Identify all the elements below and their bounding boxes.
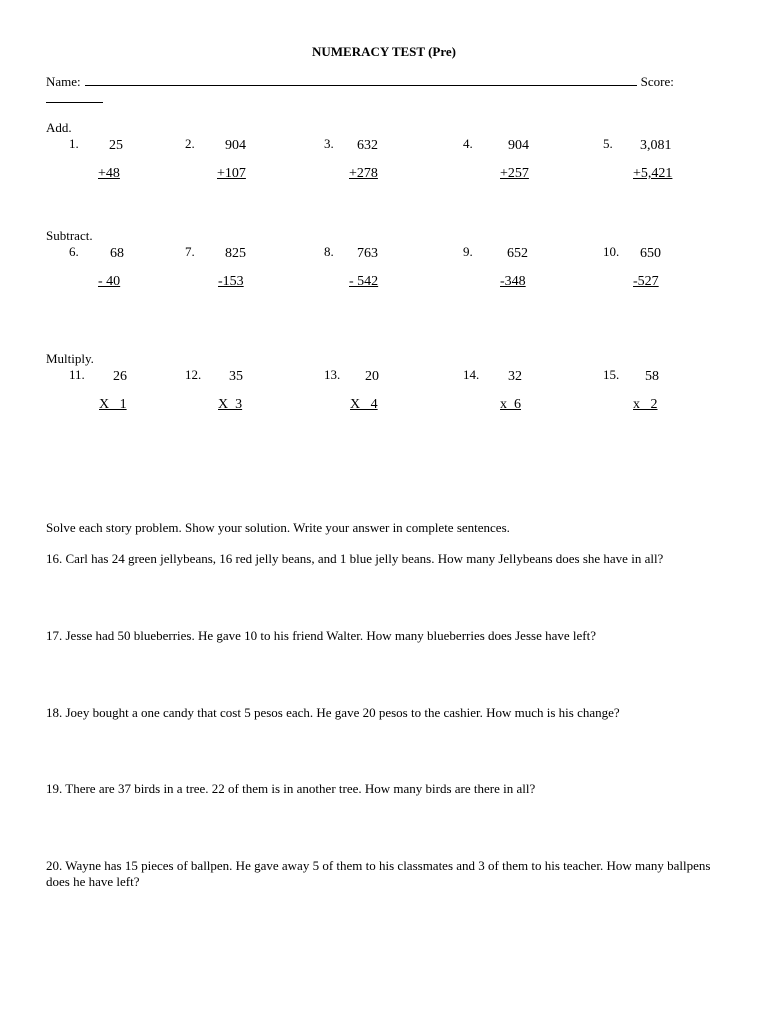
problem-top-operand: 68 [110,246,124,261]
section-subtract-label: Subtract. [46,228,93,243]
name-label: Name: [46,74,81,89]
problem-12 [185,367,305,417]
problem-top-operand: 632 [357,138,378,153]
problem-bottom-operand: -348 [500,274,526,289]
problem-number: 2. [185,136,195,151]
page-title: NUMERACY TEST (Pre) [312,44,456,59]
problem-top-operand: 35 [229,369,243,384]
name-field[interactable] [85,73,637,86]
problem-4 [463,136,583,186]
problem-top-operand: 650 [640,246,661,261]
problem-bottom-operand: - 40 [98,274,121,289]
problem-11 [69,367,189,417]
problem-top-operand: 763 [357,246,378,261]
problem-bottom-operand: X 3 [218,397,243,412]
story-problem-20: 20. Wayne has 15 pieces of ballpen. He gave away 5 of them to his classmates and 3 of them to his teacher. How many ballpens does he have left? [46,858,711,889]
problem-3 [324,136,444,186]
problem-number: 11. [69,367,85,382]
problem-top-operand: 3,081 [640,138,672,153]
problem-10 [603,244,723,294]
problem-9 [463,244,583,294]
story-problem-18: 18. Joey bought a one candy that cost 5 pesos each. He gave 20 pesos to the cashier. How much is his change? [46,705,620,720]
problem-number: 7. [185,244,195,259]
problem-bottom-operand: x 6 [500,397,521,412]
problem-top-operand: 25 [109,138,123,153]
score-field[interactable] [46,90,103,103]
problem-bottom-operand: +48 [98,166,120,181]
problem-top-operand: 652 [507,246,528,261]
problem-bottom-operand: +257 [500,166,529,181]
problem-2 [185,136,305,186]
problem-bottom-operand: -153 [218,274,244,289]
score-label: Score: [640,74,674,89]
problem-bottom-operand: X 1 [99,397,127,412]
problem-bottom-operand: X 4 [350,397,378,412]
problem-bottom-operand: +5,421 [633,166,673,181]
problem-14 [463,367,583,417]
problem-number: 6. [69,244,79,259]
problem-bottom-operand: -527 [633,274,659,289]
problem-top-operand: 20 [365,369,379,384]
problem-number: 15. [603,367,620,382]
problem-bottom-operand: +278 [349,166,378,181]
problem-7 [185,244,305,294]
problem-bottom-operand: - 542 [349,274,379,289]
story-problem-19: 19. There are 37 birds in a tree. 22 of them is in another tree. How many birds are there in all? [46,781,536,796]
problem-number: 12. [185,367,202,382]
problem-15 [603,367,723,417]
problem-6 [69,244,189,294]
problem-top-operand: 904 [225,138,246,153]
problem-top-operand: 32 [508,369,522,384]
problem-number: 13. [324,367,341,382]
problem-number: 14. [463,367,480,382]
problem-number: 5. [603,136,613,151]
problem-top-operand: 825 [225,246,246,261]
section-add-label: Add. [46,120,72,135]
problem-number: 1. [69,136,79,151]
problem-top-operand: 904 [508,138,529,153]
story-instructions: Solve each story problem. Show your solution. Write your answer in complete sentences. [46,520,510,535]
story-problem-16: 16. Carl has 24 green jellybeans, 16 red jelly beans, and 1 blue jelly beans. How many Jellybeans does she have in all? [46,551,664,566]
story-problem-17: 17. Jesse had 50 blueberries. He gave 10 to his friend Walter. How many blueberries does Jesse have left? [46,628,596,643]
problem-number: 3. [324,136,334,151]
problem-bottom-operand: x 2 [633,397,658,412]
problem-8 [324,244,444,294]
problem-13 [324,367,444,417]
section-multiply-label: Multiply. [46,351,94,366]
problem-top-operand: 26 [113,369,127,384]
problem-top-operand: 58 [645,369,659,384]
name-score-line [46,73,674,90]
problem-number: 9. [463,244,473,259]
problem-1 [69,136,189,186]
problem-5 [603,136,723,186]
problem-number: 10. [603,244,620,259]
problem-bottom-operand: +107 [217,166,246,181]
problem-number: 8. [324,244,334,259]
problem-number: 4. [463,136,473,151]
